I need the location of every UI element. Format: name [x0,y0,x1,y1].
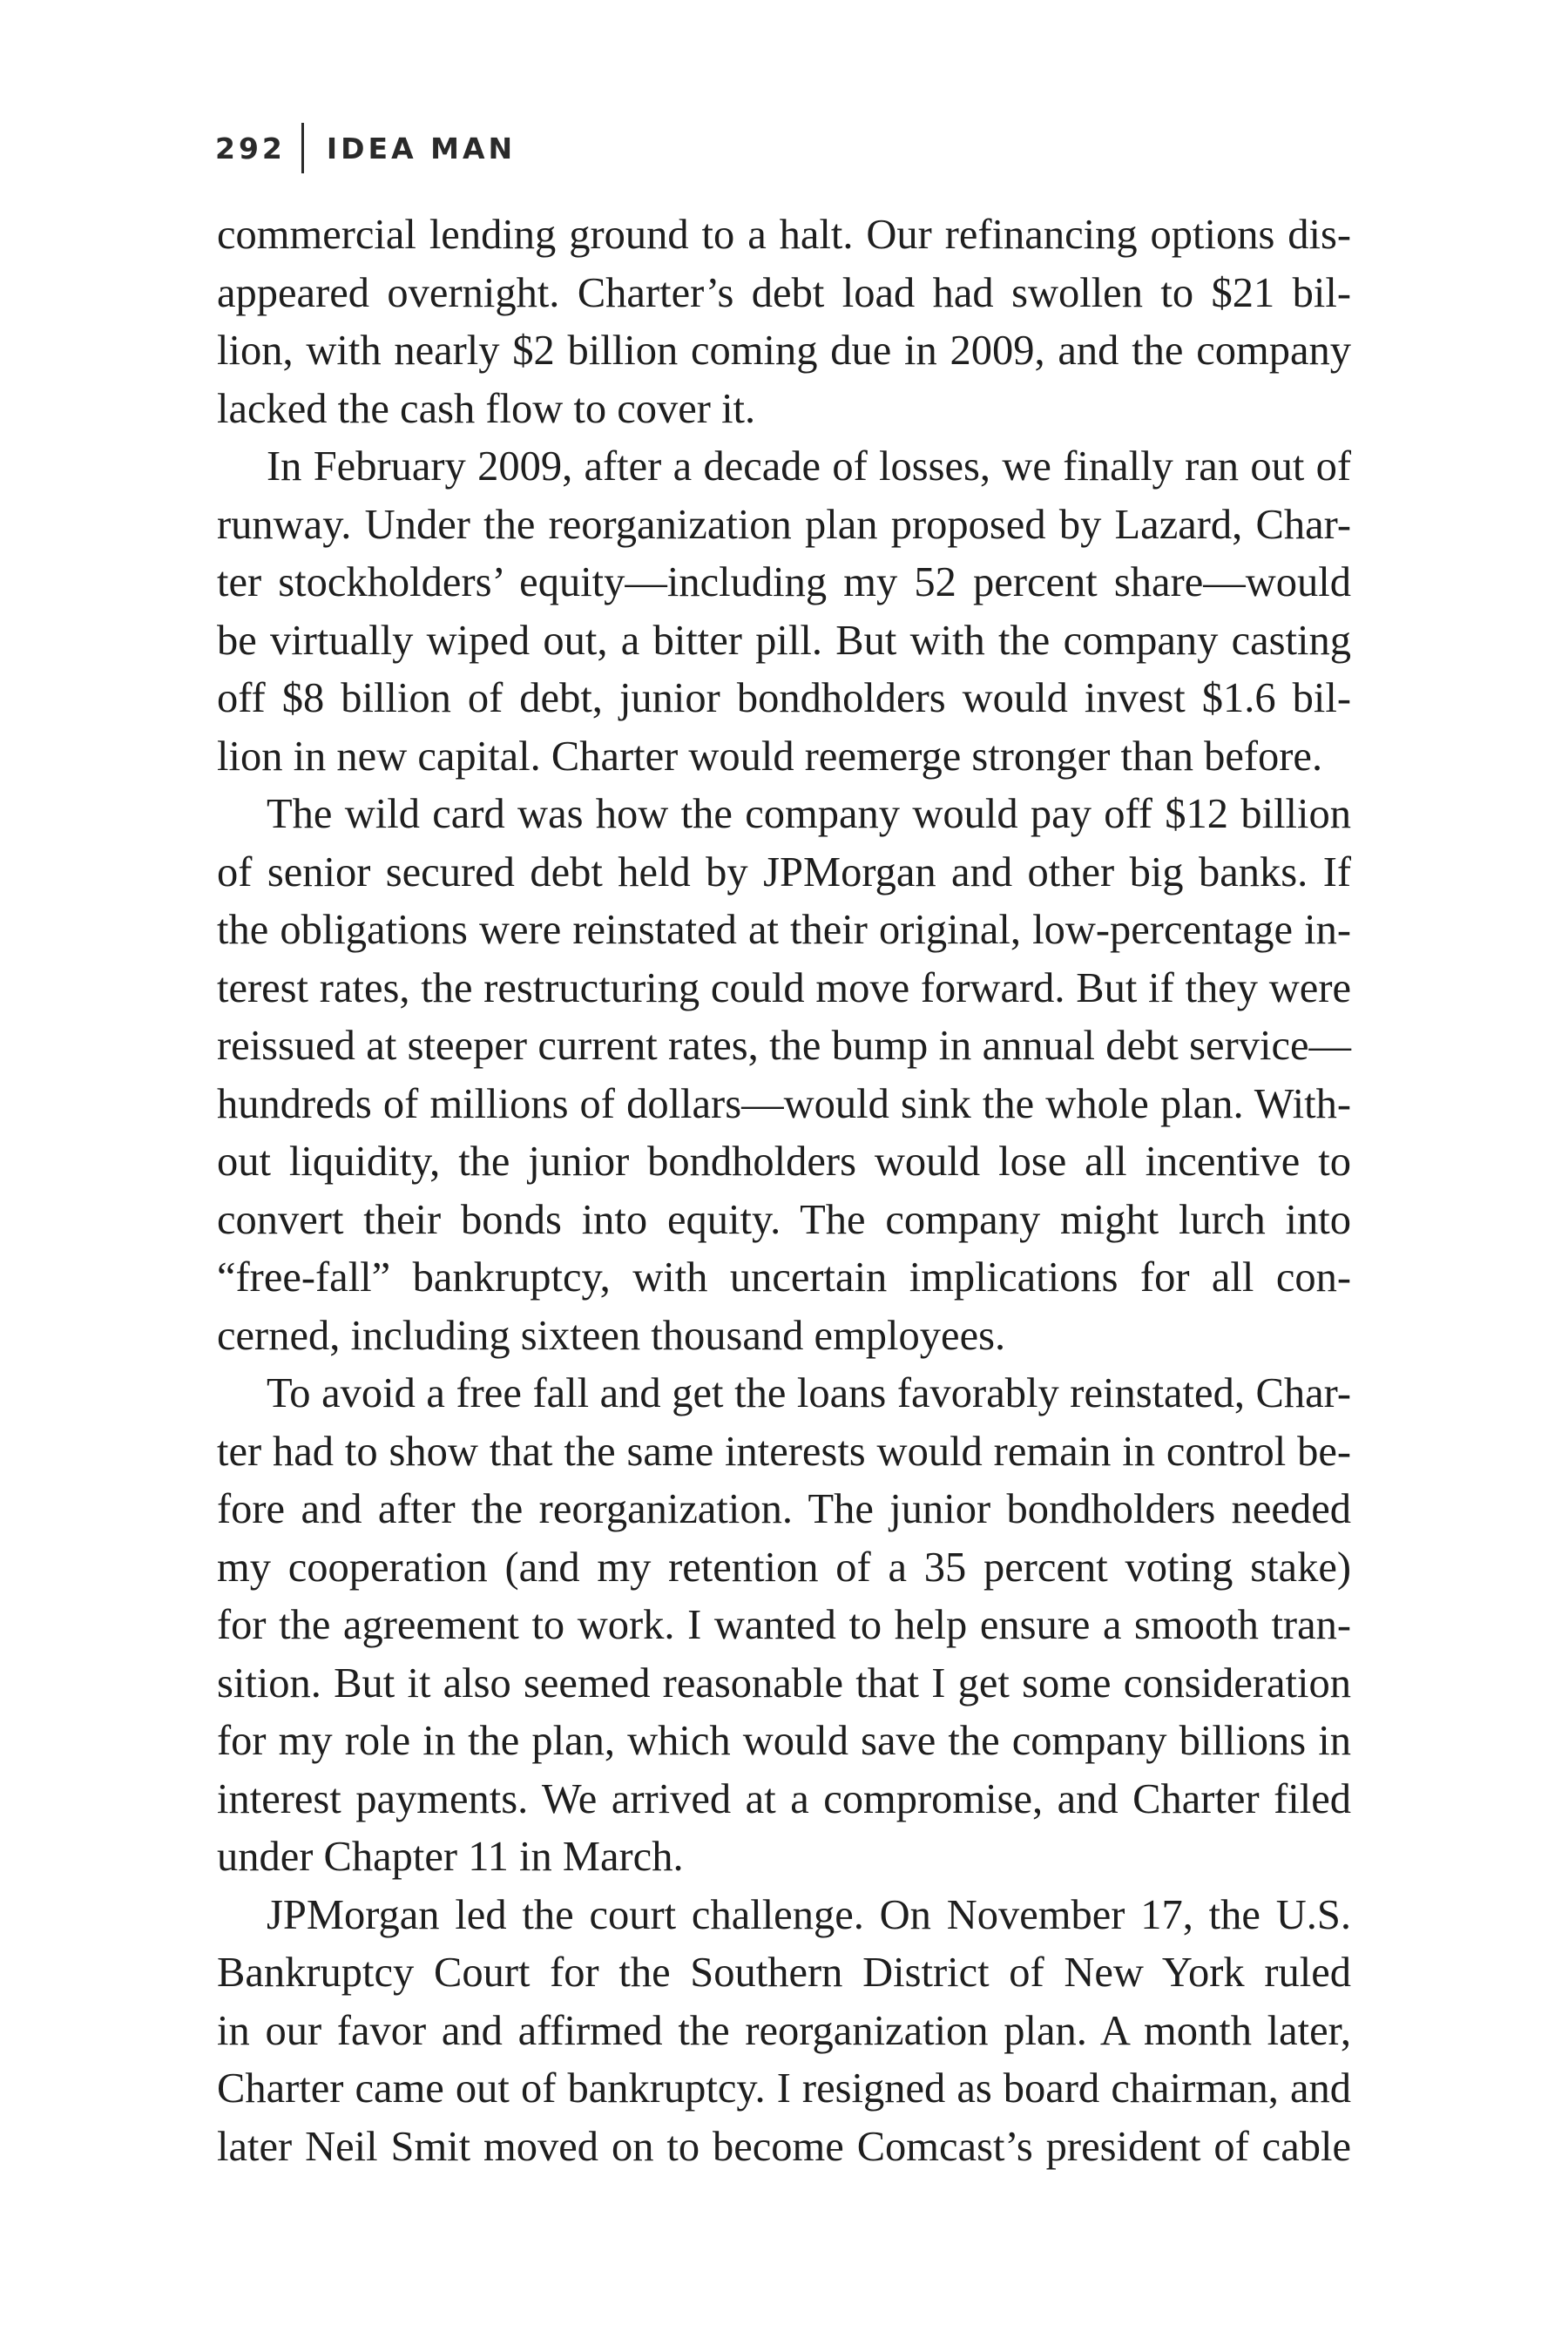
text-line: ter had to show that the same interests would remain in control be- [217,1428,1351,1475]
text-line: my cooperation (and my retention of a 35 percent voting stake) [217,1544,1351,1591]
text-line: “free-fall” bankruptcy, with uncertain implications for all con- [217,1254,1351,1301]
text-line: Charter came out of bankruptcy. I resigned as board chairman, and [217,2065,1351,2112]
text-line: lion in new capital. Charter would reemerge stronger than before. [217,733,1323,780]
text-line: Bankruptcy Court for the Southern District of New York ruled [217,1950,1351,1996]
text-line: convert their bonds into equity. The company might lurch into [217,1196,1351,1243]
text-line: JPMorgan led the court challenge. On November 17, the U.S. [267,1891,1351,1938]
text-line: commercial lending ground to a halt. Our refinancing options dis- [217,212,1351,258]
text-line: lion, with nearly $2 billion coming due in 2009, and the company [217,328,1351,374]
body-text [217,206,1351,2176]
text-line: off $8 billion of debt, junior bondholders would invest $1.6 bil- [217,675,1351,721]
text-line: appeared overnight. Charter’s debt load had swollen to $21 bil- [217,269,1351,316]
text-line: terest rates, the restructuring could move forward. But if they were [217,964,1351,1011]
text-line: cerned, including sixteen thousand employees. [217,1312,1006,1359]
page-number: 292 [215,131,286,166]
text-line: interest payments. We arrived at a compromise, and Charter filed [217,1775,1351,1822]
text-line: in our favor and affirmed the reorganization plan. A month later, [217,2007,1351,2054]
text-line: for the agreement to work. I wanted to help ensure a smooth tran- [217,1602,1351,1648]
text-line: runway. Under the reorganization plan proposed by Lazard, Char- [217,501,1351,548]
text-line: In February 2009, after a decade of losses, we finally ran out of [267,443,1351,490]
text-line: under Chapter 11 in March. [217,1834,684,1880]
text-line: reissued at steeper current rates, the bump in annual debt service— [217,1023,1351,1069]
text-line: the obligations were reinstated at their original, low-percentage in- [217,907,1351,953]
text-line: fore and after the reorganization. The junior bondholders needed [217,1486,1351,1532]
text-line: later Neil Smit moved on to become Comcast’s president of cable [217,2123,1351,2170]
text-line: sition. But it also seemed reasonable that I get some consideration [217,1659,1351,1707]
text-line: ter stockholders’ equity—including my 52 percent share—would [217,559,1351,605]
text-line: out liquidity, the junior bondholders would lose all incentive to [217,1139,1351,1185]
text-line: hundreds of millions of dollars—would sink the whole plan. With- [217,1080,1351,1127]
text-line: of senior secured debt held by JPMorgan and other big banks. If [217,848,1351,896]
running-head [215,120,516,176]
text-line: The wild card was how the company would pay off $12 billion [267,791,1351,837]
book-title: IDEA MAN [326,131,517,166]
text-line: To avoid a free fall and get the loans favorably reinstated, Char- [267,1370,1351,1416]
text-line: be virtually wiped out, a bitter pill. But with the company casting [217,617,1351,664]
text-line: lacked the cash flow to cover it. [217,385,756,432]
text-line: for my role in the plan, which would save the company billions in [217,1718,1351,1764]
header-divider [301,123,304,173]
